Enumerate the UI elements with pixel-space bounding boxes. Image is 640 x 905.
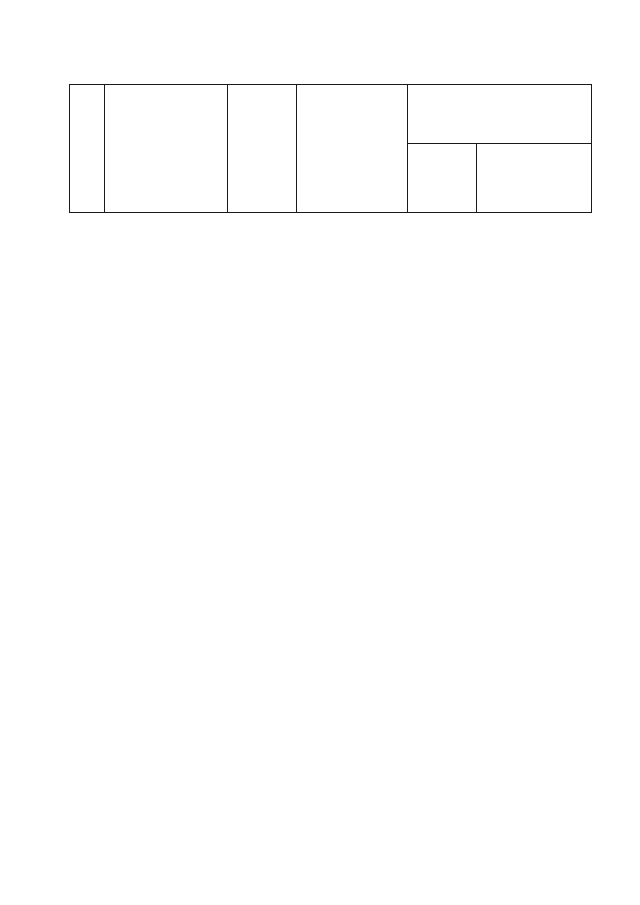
header-address [228,85,297,213]
document-body [74,64,594,217]
header-submission-date [297,85,408,213]
header-number [70,85,105,213]
journal-table [69,84,592,213]
header-result [477,144,592,213]
header-result-group [408,85,592,144]
header-applicant-name [105,85,228,213]
header-decision-date [408,144,477,213]
